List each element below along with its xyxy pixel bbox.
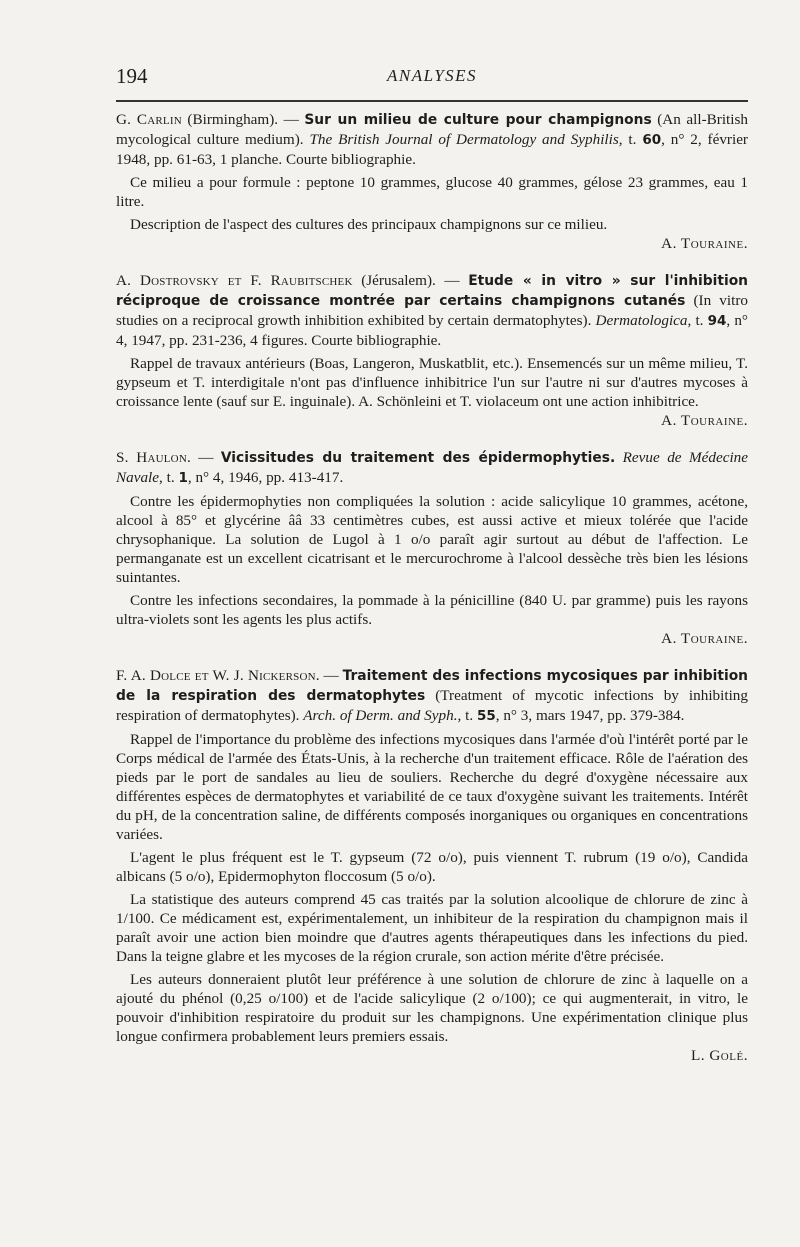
reference [116, 110, 748, 169]
paragraph: Contre les épidermophyties non compliquées la solution : acide salicylique 10 grammes, acétone, alcool à 85° et glycérine ââ 33 centimètres cubes, est aussi active et mieux tolérée que l'acide chrysophanique. La solution de Lugol à 1 o/o paraît agir surtout au début de l'affection. Le permanganate est un excellent cicatrisant et le mercurochrome à l'alcool dessèche très bien les lésions suintantes. [116, 493, 748, 586]
page-header [116, 62, 748, 102]
signature: A. Touraine. [661, 630, 748, 647]
article [116, 448, 748, 648]
running-head: ANALYSES [386, 66, 478, 85]
paragraph: Les auteurs donneraient plutôt leur préférence à une solution de chlorure de zinc à laquelle on a ajouté du phénol (0,25 o/100) et de l'acide salicylique (2 o/100); ce qui augmenterait, in vitro, le pouvoir d'inhibition respiratoire du produit sur les champignons. Une expérimentation clinique plus longue confirmera probablement leurs premiers essais. [116, 971, 748, 1045]
paragraph: Ce milieu a pour formule : peptone 10 grammes, glucose 40 grammes, gélose 23 grammes, eau 1 litre. [116, 174, 748, 210]
article [116, 110, 748, 253]
article-title: Traitement des infections mycosiques par inhibition de la respiration des dermatophytes [116, 668, 748, 704]
article-subtitle [615, 449, 622, 466]
volume: 1 [178, 470, 188, 486]
place: (Jérusalem). — [352, 272, 469, 289]
volume-prefix: , t. [687, 312, 708, 329]
header-rule [116, 100, 748, 102]
reference [116, 271, 748, 350]
article-title: Sur un milieu de culture pour champignons [304, 112, 652, 128]
article-title: Etude « in vitro » sur l'inhibition réciproque de croissance montrée par certains champignons cutanés [116, 273, 749, 309]
reference-rest: , n° 2, février 1948, pp. 61-63, 1 planche. Courte bibliographie. [116, 131, 748, 168]
reference [116, 666, 748, 726]
article-subtitle: (An all-British mycological culture medium). [116, 111, 748, 148]
volume-prefix: , t. [618, 131, 643, 148]
place: . — [315, 667, 343, 684]
paragraph: La statistique des auteurs comprend 45 cas traités par la solution alcoolique de chlorure de zinc à 1/100. Ce médicament est, expérimentalement, un inhibiteur de la respiration du champignon mais il paraît avoir une action bien moindre que d'autres agents thérapeutiques dans les infections du pied. Dans la teigne glabre et les mycoses de la région crurale, son action mérite d'être précisée. [116, 891, 748, 965]
signature: A. Touraine. [661, 235, 748, 252]
article [116, 666, 748, 1065]
article-subtitle: (In vitro studies on a reciprocal growth inhibition exhibited by certain dermatophytes). [116, 292, 748, 329]
authors: S. Haulon [116, 449, 187, 466]
place: (Birmingham). — [181, 111, 305, 128]
authors: G. Carlin [116, 111, 182, 128]
article-subtitle: (Treatment of mycotic infections by inhibiting respiration of dermatophytes). [116, 687, 748, 724]
place: . — [186, 449, 221, 466]
volume-prefix: , t. [159, 469, 179, 486]
authors: F. A. Dolce et W. J. Nickerson [116, 667, 316, 684]
journal: Arch. of Derm. and Syph. [303, 707, 458, 724]
journal: Revue de Médecine Navale [116, 449, 749, 486]
paragraph: Contre les infections secondaires, la pommade à la pénicilline (840 U. par gramme) puis les rayons ultra-violets sont les agents les plus actifs. [116, 592, 748, 628]
reference-rest: , n° 4, 1946, pp. 413-417. [187, 469, 344, 486]
page-number: 194 [116, 64, 148, 88]
volume: 60 [642, 132, 662, 148]
volume: 55 [476, 708, 496, 724]
paragraph: Rappel de travaux antérieurs (Boas, Langeron, Muskatblit, etc.). Ensemencés sur un même milieu, T. gypseum et T. interdigitale n'ont pas d'influence inhibitrice l'un sur l'autre ni sur d'autres mycoses à croissance lente (sauf sur E. inguinale). A. Schönleini et T. violaceum ont une action inhibitrice. [116, 355, 748, 410]
journal: Dermatologica [595, 312, 688, 329]
content [116, 110, 748, 1083]
article [116, 271, 748, 430]
signature: A. Touraine. [661, 412, 748, 429]
signature: L. Golé. [690, 1047, 748, 1064]
reference [116, 448, 748, 488]
paragraph: Description de l'aspect des cultures des principaux champignons sur ce milieu. [130, 216, 608, 233]
paragraph: Rappel de l'importance du problème des infections mycosiques dans l'armée d'où l'intérêt porté par le Corps médical de l'armée des États-Unis, à la recherche d'un traitement efficace. Rôle de l'aération des pieds par le port de sandales au lieu de souliers. Recherche du degré d'oxygène nécessaire aux différentes espèces de dermatophytes et variabilité de ce taux d'oxygène suivant les traitements. Intérêt du pH, de la concentration saline, de différents composés inorganiques ou organiques en concentrations variées. [116, 731, 748, 843]
volume-prefix: , t. [457, 707, 477, 724]
paragraph: L'agent le plus fréquent est le T. gypseum (72 o/o), puis viennent T. rubrum (19 o/o), Candida albicans (5 o/o), Epidermophyton floccosum (5 o/o). [116, 849, 748, 885]
article-title: Vicissitudes du traitement des épidermophyties. [220, 450, 616, 466]
authors: A. Dostrovsky et F. Raubitschek [116, 272, 353, 289]
journal: The British Journal of Dermatology and Syphilis [309, 131, 619, 148]
reference-rest: , n° 3, mars 1947, pp. 379-384. [495, 707, 685, 724]
reference-rest: , n° 4, 1947, pp. 231-236, 4 figures. Courte bibliographie. [116, 312, 749, 349]
volume: 94 [707, 313, 727, 329]
